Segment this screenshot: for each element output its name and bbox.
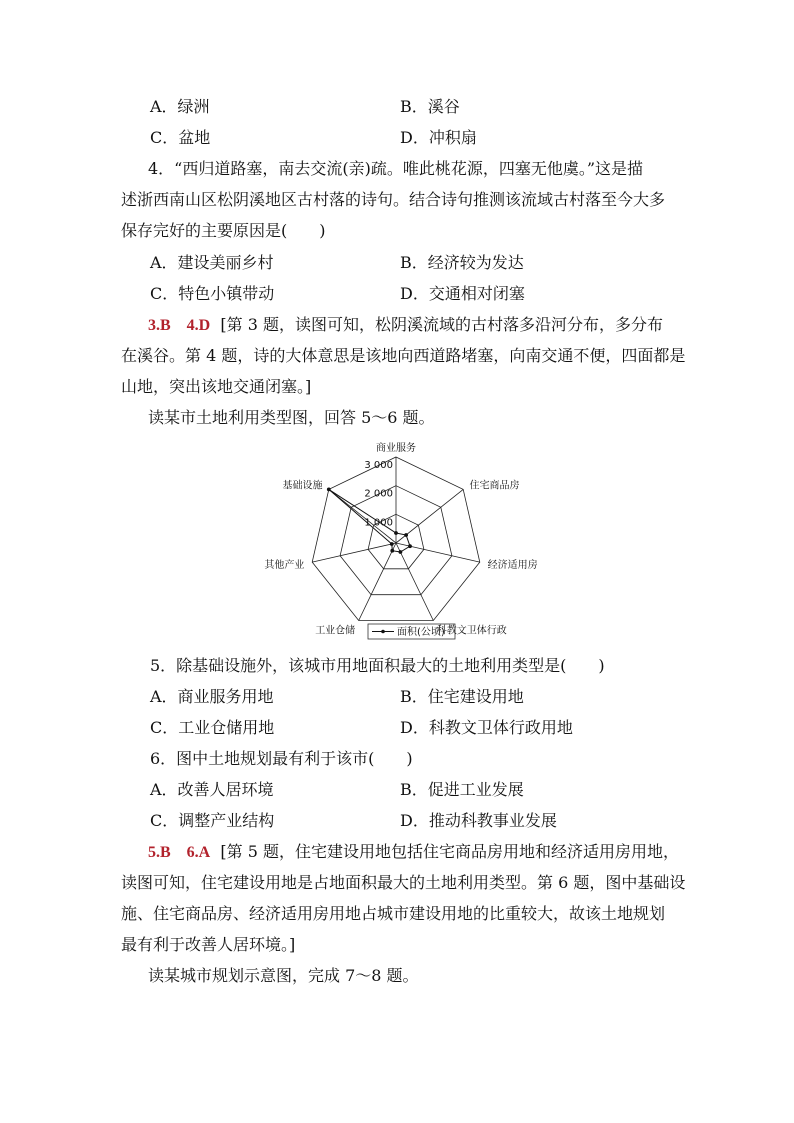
q5-stem: 5．除基础设施外，该城市用地面积最大的土地利用类型是( ) <box>150 656 605 675</box>
answer56-line3: 施、住宅商品房、经济适用房用地占城市建设用地的比重较大，故该土地规划 <box>121 904 666 923</box>
q6-option-c: C．调整产业结构 <box>150 811 275 830</box>
q6-stem: 6．图中土地规划最有利于该市( ) <box>150 749 413 768</box>
q4-stem-line3: 保存完好的主要原因是( ) <box>121 221 326 240</box>
tick-label: 3 000 <box>364 460 393 471</box>
q4-option-c: C．特色小镇带动 <box>150 284 275 303</box>
q3-option-d: D．冲积扇 <box>400 128 477 147</box>
data-point-6 <box>390 542 394 546</box>
answer34-line2: 在溪谷。第 4 题，诗的大体意思是该地向西道路堵塞，向南交通不便，四面都是 <box>121 346 686 365</box>
radar-grid <box>312 457 480 621</box>
category-label: 经济适用房 <box>487 559 538 571</box>
answer56-line2: 读图可知，住宅建设用地是占地面积最大的土地利用类型。第 6 题，图中基础设 <box>121 873 686 892</box>
category-label: 科教文卫体行政 <box>436 625 507 637</box>
data-point-1 <box>394 531 398 535</box>
q3-option-b: B．溪谷 <box>400 97 460 116</box>
answer34-label: 3.B 4.D <box>148 317 211 334</box>
q6-option-b: B．促进工业发展 <box>400 780 524 799</box>
land-use-radar-chart <box>264 438 570 643</box>
q6-option-a: A．改善人居环境 <box>150 780 274 799</box>
q5-option-a: A．商业服务用地 <box>150 687 274 706</box>
data-point-5 <box>390 549 394 553</box>
q3-option-a: A．绿洲 <box>150 97 210 116</box>
category-label: 其他产业 <box>264 559 305 571</box>
axis-spoke <box>359 543 396 621</box>
q6-option-d: D．推动科教事业发展 <box>400 811 557 830</box>
answer56-label: 5.B 6.A <box>148 844 211 861</box>
q4-option-a: A．建设美丽乡村 <box>150 253 274 272</box>
q4-option-d: D．交通相对闭塞 <box>400 284 525 303</box>
data-point-2 <box>404 533 408 537</box>
answer34-line3: 山地，突出该地交通闭塞。] <box>121 377 312 396</box>
category-label: 商业服务 <box>376 443 416 454</box>
q4-option-b: B．经济较为发达 <box>400 253 524 272</box>
answer34-text1: [第 3 题，读图可知，松阴溪流域的古村落多沿河分布，多分布 <box>220 315 664 334</box>
intro-q7-8: 读某城市规划示意图，完成 7～8 题。 <box>148 966 419 985</box>
tick-label: 1 000 <box>364 517 393 529</box>
data-point-7 <box>327 488 331 492</box>
tick-label: 2 000 <box>364 488 393 500</box>
intro-q5-6: 读某市土地利用类型图，回答 5～6 题。 <box>148 408 435 427</box>
axis-spoke <box>396 543 433 621</box>
answer34-line1 <box>148 315 663 336</box>
category-label: 住宅商品房 <box>469 480 520 492</box>
chart-legend <box>368 624 455 639</box>
data-point-3 <box>408 544 412 548</box>
answer56-text1: [第 5 题，住宅建设用地包括住宅商品房用地和经济适用房用地， <box>220 842 680 861</box>
category-label: 工业仓储 <box>315 625 356 637</box>
legend-label: 面积(公顷) <box>397 627 445 638</box>
answer56-line4: 最有利于改善人居环境。] <box>121 935 296 954</box>
q3-option-c: C．盆地 <box>150 128 211 147</box>
q5-option-b: B．住宅建设用地 <box>400 687 524 706</box>
q5-option-c: C．工业仓储用地 <box>150 718 275 737</box>
axis-spoke <box>312 543 396 562</box>
q4-stem-line1: 4．“西归道路塞，南去交流(亲)疏。唯此桃花源，四塞无他虞。”这是描 <box>148 159 644 178</box>
answer56-line1 <box>148 842 679 863</box>
legend-marker <box>381 630 385 634</box>
radar-tick-labels <box>364 460 393 528</box>
data-point-4 <box>399 550 403 554</box>
q4-stem-line2: 述浙西南山区松阴溪地区古村落的诗句。结合诗句推测该流域古村落至今大多 <box>121 190 666 209</box>
category-label: 基础设施 <box>282 480 323 492</box>
q5-option-d: D．科教文卫体行政用地 <box>400 718 573 737</box>
